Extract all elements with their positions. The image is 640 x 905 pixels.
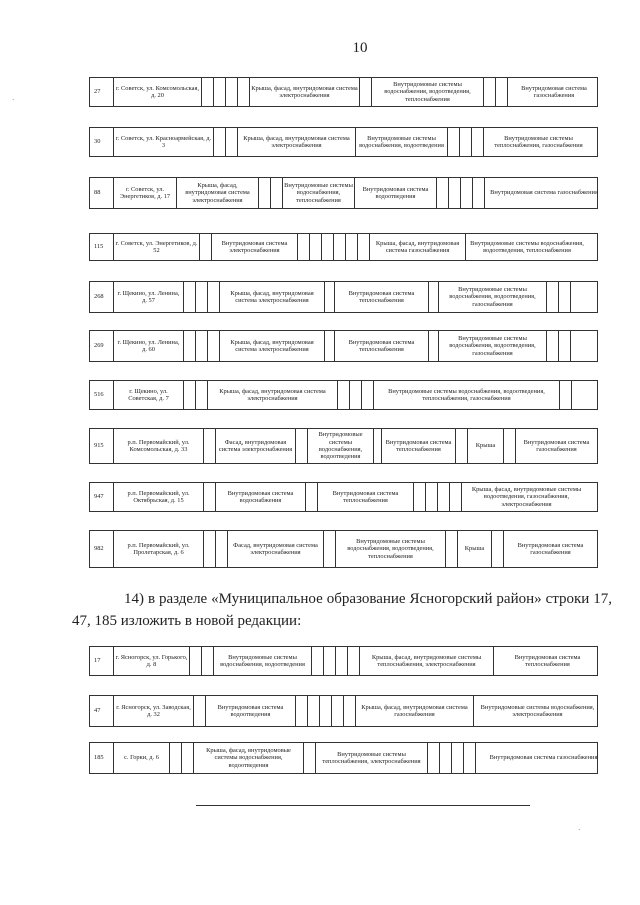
- empty-cell: [440, 743, 452, 773]
- work-cell: Внутридомовая система водоотведения: [355, 178, 437, 208]
- empty-cell: [310, 234, 322, 260]
- work-cell: Внутридомовые системы водоснабжения, водоотведения, газоснабжения: [439, 331, 547, 361]
- empty-cell: [547, 282, 559, 312]
- work-cell: Крыша, фасад, внутридомовые системы теплоснабжения, электроснабжения: [360, 647, 494, 675]
- empty-cell: [184, 381, 196, 409]
- address-cell: г. Щекино, ул. Советская, д. 7: [114, 381, 184, 409]
- work-cell: Внутридомовые системы водоснабжения, водоотведения, теплоснабжения: [372, 78, 484, 106]
- closing-rule: [196, 805, 530, 806]
- empty-cell: [332, 696, 344, 726]
- empty-cell: [204, 483, 216, 511]
- empty-cell: [202, 78, 214, 106]
- work-cell: Внутридомовая система газоснабжения: [523, 438, 590, 453]
- work-cell: Внутридомовая система газоснабжения: [489, 754, 598, 762]
- empty-cell: [170, 743, 182, 773]
- empty-cell: [374, 429, 382, 463]
- empty-cell: [450, 483, 462, 511]
- work-cell: Крыша, фасад, внутридомовые системы водоотведения, газоснабжения, электроснабжения: [471, 485, 582, 508]
- empty-cell: [320, 696, 332, 726]
- empty-cell: [348, 647, 360, 675]
- empty-cell: [324, 647, 336, 675]
- row-number: 47: [90, 696, 114, 726]
- address-cell: г. Щекино, ул. Ленина, д. 60: [114, 331, 184, 361]
- empty-cell: [216, 531, 228, 567]
- row-number: 27: [90, 78, 114, 106]
- row-number: 268: [90, 282, 114, 312]
- work-cell: Крыша, фасад, внутридомовая система электроснабжения: [250, 78, 360, 106]
- scan-speck: ·: [12, 96, 15, 104]
- row-number: 185: [90, 743, 114, 773]
- empty-cell: [308, 696, 320, 726]
- work-cell: Крыша, фасад, внутридомовая система электроснабжения: [220, 331, 325, 361]
- table-row: [89, 482, 598, 512]
- empty-cell: [324, 531, 336, 567]
- empty-cell: [204, 531, 216, 567]
- work-cell: Крыша, фасад, внутридомовая система электроснабжения: [220, 282, 325, 312]
- address-cell: р.п. Первомайский, ул. Октябрьская, д. 15: [114, 483, 204, 511]
- row-number: 30: [90, 128, 114, 156]
- row-number: 88: [90, 178, 114, 208]
- empty-cell: [296, 429, 308, 463]
- work-cell: Внутридомовые системы водоснабжения, водоотведения: [214, 647, 312, 675]
- empty-cell: [296, 696, 308, 726]
- empty-cell: [350, 381, 362, 409]
- empty-cell: [304, 743, 316, 773]
- empty-cell: [184, 282, 196, 312]
- empty-cell: [182, 743, 194, 773]
- work-cell: Внутридомовые системы водоснабжения, электроснабжения: [480, 703, 595, 718]
- empty-cell: [438, 483, 450, 511]
- empty-cell: [200, 234, 212, 260]
- work-cell: Внутридомовая система теплоснабжения: [335, 331, 429, 361]
- empty-cell: [271, 178, 283, 208]
- empty-cell: [358, 234, 370, 260]
- empty-cell: [344, 696, 356, 726]
- address-cell: р.п. Первомайский, ул. Пролетарская, д. 6: [114, 531, 204, 567]
- work-cell: Внутридомовая система газоснабжения: [490, 189, 598, 197]
- address-cell: г. Ясногорск, ул. Горького, д. 8: [114, 647, 190, 675]
- address-cell: г. Советск, ул. Энергетиков, д. 17: [114, 178, 177, 208]
- empty-cell: [473, 178, 485, 208]
- work-cell: Внутридомовая система теплоснабжения: [335, 282, 429, 312]
- empty-cell: [360, 78, 372, 106]
- address-cell: г. Советск, ул. Энергетиков, д. 52: [114, 234, 200, 260]
- empty-cell: [414, 483, 426, 511]
- empty-cell: [429, 282, 439, 312]
- address-cell: г. Щекино, ул. Ленина, д. 57: [114, 282, 184, 312]
- address-cell: р.п. Первомайский, ул. Комсомольская, д. 33: [114, 429, 204, 463]
- empty-cell: [312, 647, 324, 675]
- empty-cell: [437, 178, 449, 208]
- empty-cell: [461, 178, 473, 208]
- scan-speck: ·: [578, 826, 581, 834]
- work-cell: Крыша, фасад, внутридомовые системы водоснабжения, водоотведения: [194, 743, 304, 773]
- row-number: 269: [90, 331, 114, 361]
- table-row: [89, 127, 598, 157]
- work-cell: Внутридомовые системы водоснабжения, водоотведения: [356, 128, 448, 156]
- empty-cell: [214, 78, 226, 106]
- work-cell: Внутридомовые системы водоснабжения, водоотведения, теплоснабжения: [336, 531, 446, 567]
- empty-cell: [428, 743, 440, 773]
- work-cell: Внутридомовые системы водоснабжения, теплоснабжения: [283, 178, 355, 208]
- work-cell: Крыша: [468, 429, 504, 463]
- address-cell: г. Советск, ул. Комсомольская, д. 20: [114, 78, 202, 106]
- empty-cell: [452, 743, 464, 773]
- empty-cell: [325, 282, 335, 312]
- work-cell: Крыша, фасад, внутридомовая система электроснабжения: [208, 381, 338, 409]
- empty-cell: [429, 331, 439, 361]
- empty-cell: [559, 282, 571, 312]
- work-cell: Крыша, фасад, внутридомовая система электроснабжения: [177, 178, 259, 208]
- empty-cell: [338, 381, 350, 409]
- work-cell: Внутридомовая система электроснабжения: [212, 234, 298, 260]
- empty-cell: [325, 331, 335, 361]
- work-cell: Внутридомовая система теплоснабжения: [514, 653, 581, 668]
- work-cell: Фасад, внутридомовая система электроснабжения: [216, 429, 296, 463]
- work-cell: Крыша, фасад, внутридомовая система электроснабжения: [238, 128, 356, 156]
- empty-cell: [202, 647, 214, 675]
- row-number: 947: [90, 483, 114, 511]
- table-row: [89, 177, 598, 209]
- table-row: [89, 281, 598, 313]
- empty-cell: [456, 429, 468, 463]
- empty-cell: [547, 331, 559, 361]
- empty-cell: [559, 331, 571, 361]
- empty-cell: [214, 128, 226, 156]
- empty-cell: [194, 696, 206, 726]
- empty-cell: [496, 78, 508, 106]
- empty-cell: [362, 381, 374, 409]
- empty-cell: [504, 429, 516, 463]
- empty-cell: [196, 331, 208, 361]
- empty-cell: [336, 647, 348, 675]
- paragraph: 14) в разделе «Муниципальное образование Ясногорский район» строки 17, 47, 185 изложить в новой редакции:: [72, 591, 612, 629]
- empty-cell: [208, 282, 220, 312]
- empty-cell: [449, 178, 461, 208]
- table-row: [89, 380, 598, 410]
- empty-cell: [196, 282, 208, 312]
- work-cell: Внутридомовые системы водоснабжения, водоотведения, теплоснабжения: [470, 239, 584, 254]
- empty-cell: [464, 743, 476, 773]
- row-number: 115: [90, 234, 114, 260]
- empty-cell: [226, 128, 238, 156]
- empty-cell: [446, 531, 458, 567]
- empty-cell: [190, 647, 202, 675]
- work-cell: Крыша: [458, 531, 492, 567]
- table-row: [89, 530, 598, 568]
- empty-cell: [426, 483, 438, 511]
- table-row: [89, 233, 598, 261]
- work-cell: Внутридомовая система водоотведения: [206, 696, 296, 726]
- work-cell: Внутридомовые системы водоснабжения, водоотведения, теплоснабжения, газоснабжения: [374, 381, 560, 409]
- work-cell: Внутридомовая система теплоснабжения: [318, 483, 414, 511]
- row-number: 915: [90, 429, 114, 463]
- row-number: 17: [90, 647, 114, 675]
- work-cell: Внутридомовые системы водоснабжения, водоотведения: [308, 429, 374, 463]
- empty-cell: [322, 234, 334, 260]
- table-row: [89, 77, 598, 107]
- work-cell: Внутридомовые системы водоснабжения, водоотведения, газоснабжения: [439, 282, 547, 312]
- work-cell: Крыша, фасад, внутридомовая система газоснабжения: [370, 234, 466, 260]
- empty-cell: [492, 531, 504, 567]
- table-row: [89, 330, 598, 362]
- empty-cell: [334, 234, 346, 260]
- empty-cell: [460, 128, 472, 156]
- empty-cell: [484, 78, 496, 106]
- empty-cell: [226, 78, 238, 106]
- table-row: [89, 695, 598, 727]
- empty-cell: [346, 234, 358, 260]
- empty-cell: [472, 128, 484, 156]
- empty-cell: [571, 331, 587, 361]
- work-cell: Внутридомовая система газоснабжения: [521, 84, 587, 99]
- empty-cell: [238, 78, 250, 106]
- work-cell: Крыша, фасад, внутридомовая система газоснабжения: [356, 696, 474, 726]
- table-row: [89, 646, 598, 676]
- row-number: 982: [90, 531, 114, 567]
- empty-cell: [306, 483, 318, 511]
- table-row: [89, 742, 598, 774]
- work-cell: Фасад, внутридомовая система электроснабжения: [228, 531, 324, 567]
- address-cell: г. Советск, ул. Красноармейская, д. 3: [114, 128, 214, 156]
- table-row: [89, 428, 598, 464]
- page-number: 10: [352, 40, 368, 56]
- work-cell: Внутридомовая система газоснабжения: [517, 541, 584, 556]
- address-cell: г. Ясногорск, ул. Заводская, д. 32: [114, 696, 194, 726]
- empty-cell: [204, 429, 216, 463]
- empty-cell: [448, 128, 460, 156]
- work-cell: Внутридомовые системы теплоснабжения, электроснабжения: [316, 743, 428, 773]
- empty-cell: [560, 381, 572, 409]
- empty-cell: [572, 381, 586, 409]
- empty-cell: [184, 331, 196, 361]
- empty-cell: [259, 178, 271, 208]
- work-cell: Внутридомовые системы теплоснабжения, газоснабжения: [494, 134, 583, 149]
- empty-cell: [196, 381, 208, 409]
- work-cell: Внутридомовая система теплоснабжения: [382, 429, 456, 463]
- address-cell: с. Горки, д. 6: [114, 743, 170, 773]
- work-cell: Внутридомовая система водоснабжения: [216, 483, 306, 511]
- empty-cell: [298, 234, 310, 260]
- row-number: 516: [90, 381, 114, 409]
- empty-cell: [571, 282, 587, 312]
- empty-cell: [208, 331, 220, 361]
